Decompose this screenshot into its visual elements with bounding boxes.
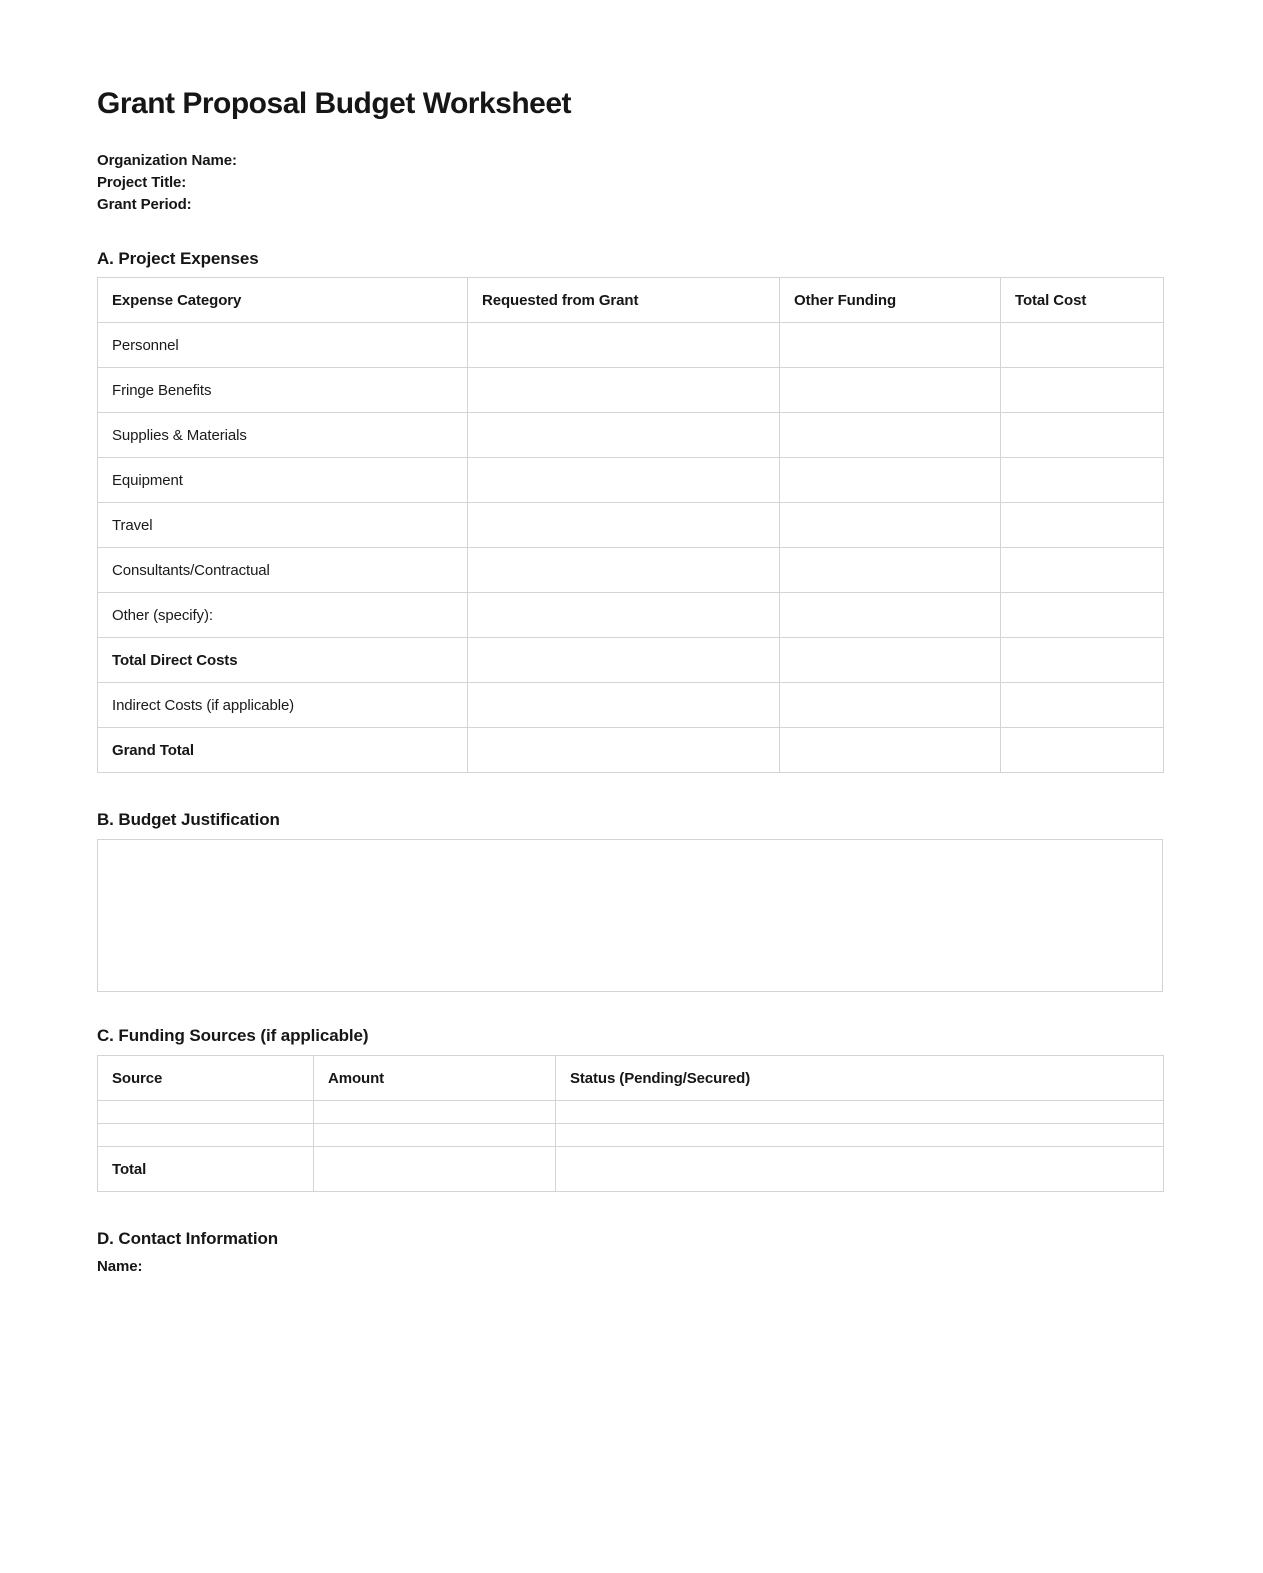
status-cell[interactable] xyxy=(556,1101,1164,1124)
expense-category-header: Expense Category xyxy=(98,278,468,323)
category-cell: Personnel xyxy=(98,323,468,368)
section-c-heading: C. Funding Sources (if applicable) xyxy=(97,1026,369,1045)
status-cell[interactable] xyxy=(556,1147,1164,1192)
requested-cell[interactable] xyxy=(468,638,780,683)
grant-period-label: Grant Period: xyxy=(97,196,192,213)
status-cell[interactable] xyxy=(556,1124,1164,1147)
section-a-heading: A. Project Expenses xyxy=(97,249,259,268)
other-funding-cell[interactable] xyxy=(780,323,1001,368)
page-title: Grant Proposal Budget Worksheet xyxy=(97,87,572,120)
total-cost-cell[interactable] xyxy=(1001,368,1164,413)
category-cell: Indirect Costs (if applicable) xyxy=(98,683,468,728)
total-cost-cell[interactable] xyxy=(1001,638,1164,683)
requested-cell[interactable] xyxy=(468,683,780,728)
category-cell: Consultants/Contractual xyxy=(98,548,468,593)
expense-row-consultants-contractual xyxy=(98,548,1164,593)
requested-from-grant-header: Requested from Grant xyxy=(468,278,780,323)
amount-cell[interactable] xyxy=(314,1124,556,1147)
requested-cell[interactable] xyxy=(468,323,780,368)
total-cost-cell[interactable] xyxy=(1001,503,1164,548)
other-funding-cell[interactable] xyxy=(780,638,1001,683)
total-cost-cell[interactable] xyxy=(1001,458,1164,503)
other-funding-cell[interactable] xyxy=(780,593,1001,638)
total-cost-cell[interactable] xyxy=(1001,548,1164,593)
category-cell: Grand Total xyxy=(98,728,468,773)
requested-cell[interactable] xyxy=(468,593,780,638)
expense-row-grand-total xyxy=(98,728,1164,773)
other-funding-cell[interactable] xyxy=(780,728,1001,773)
other-funding-cell[interactable] xyxy=(780,683,1001,728)
amount-cell[interactable] xyxy=(314,1147,556,1192)
expense-row-other-specify xyxy=(98,593,1164,638)
funding-sources-table xyxy=(97,1055,1164,1192)
funding-row-2 xyxy=(98,1124,1164,1147)
project-expenses-table xyxy=(97,277,1164,773)
expense-row-fringe-benefits xyxy=(98,368,1164,413)
total-cost-cell[interactable] xyxy=(1001,683,1164,728)
funding-row-total xyxy=(98,1147,1164,1192)
expense-row-personnel xyxy=(98,323,1164,368)
amount-cell[interactable] xyxy=(314,1101,556,1124)
source-cell[interactable] xyxy=(98,1124,314,1147)
expenses-header-row xyxy=(98,278,1164,323)
other-funding-cell[interactable] xyxy=(780,368,1001,413)
other-funding-cell[interactable] xyxy=(780,413,1001,458)
source-cell: Total xyxy=(98,1147,314,1192)
other-funding-header: Other Funding xyxy=(780,278,1001,323)
section-d-heading: D. Contact Information xyxy=(97,1229,279,1248)
category-cell: Total Direct Costs xyxy=(98,638,468,683)
organization-name-label: Organization Name: xyxy=(97,152,237,169)
total-cost-cell[interactable] xyxy=(1001,728,1164,773)
expense-row-travel xyxy=(98,503,1164,548)
other-funding-cell[interactable] xyxy=(780,548,1001,593)
section-b-heading: B. Budget Justification xyxy=(97,810,280,829)
funding-row-1 xyxy=(98,1101,1164,1124)
requested-cell[interactable] xyxy=(468,458,780,503)
total-cost-cell[interactable] xyxy=(1001,593,1164,638)
funding-header-row xyxy=(98,1056,1164,1101)
category-cell: Supplies & Materials xyxy=(98,413,468,458)
expense-row-indirect-costs xyxy=(98,683,1164,728)
source-header: Source xyxy=(98,1056,314,1101)
total-cost-cell[interactable] xyxy=(1001,323,1164,368)
project-title-label: Project Title: xyxy=(97,174,187,191)
category-cell: Fringe Benefits xyxy=(98,368,468,413)
requested-cell[interactable] xyxy=(468,413,780,458)
other-funding-cell[interactable] xyxy=(780,503,1001,548)
category-cell: Travel xyxy=(98,503,468,548)
total-cost-header: Total Cost xyxy=(1001,278,1164,323)
source-cell[interactable] xyxy=(98,1101,314,1124)
expense-row-equipment xyxy=(98,458,1164,503)
amount-header: Amount xyxy=(314,1056,556,1101)
budget-justification-box[interactable] xyxy=(97,839,1163,992)
requested-cell[interactable] xyxy=(468,548,780,593)
meta-block xyxy=(97,150,1166,216)
requested-cell[interactable] xyxy=(468,368,780,413)
other-funding-cell[interactable] xyxy=(780,458,1001,503)
contact-name-label: Name: xyxy=(97,1258,143,1275)
category-cell: Other (specify): xyxy=(98,593,468,638)
requested-cell[interactable] xyxy=(468,503,780,548)
requested-cell[interactable] xyxy=(468,728,780,773)
status-header: Status (Pending/Secured) xyxy=(556,1056,1164,1101)
expense-row-supplies-materials xyxy=(98,413,1164,458)
total-cost-cell[interactable] xyxy=(1001,413,1164,458)
expense-row-total-direct-costs xyxy=(98,638,1164,683)
category-cell: Equipment xyxy=(98,458,468,503)
